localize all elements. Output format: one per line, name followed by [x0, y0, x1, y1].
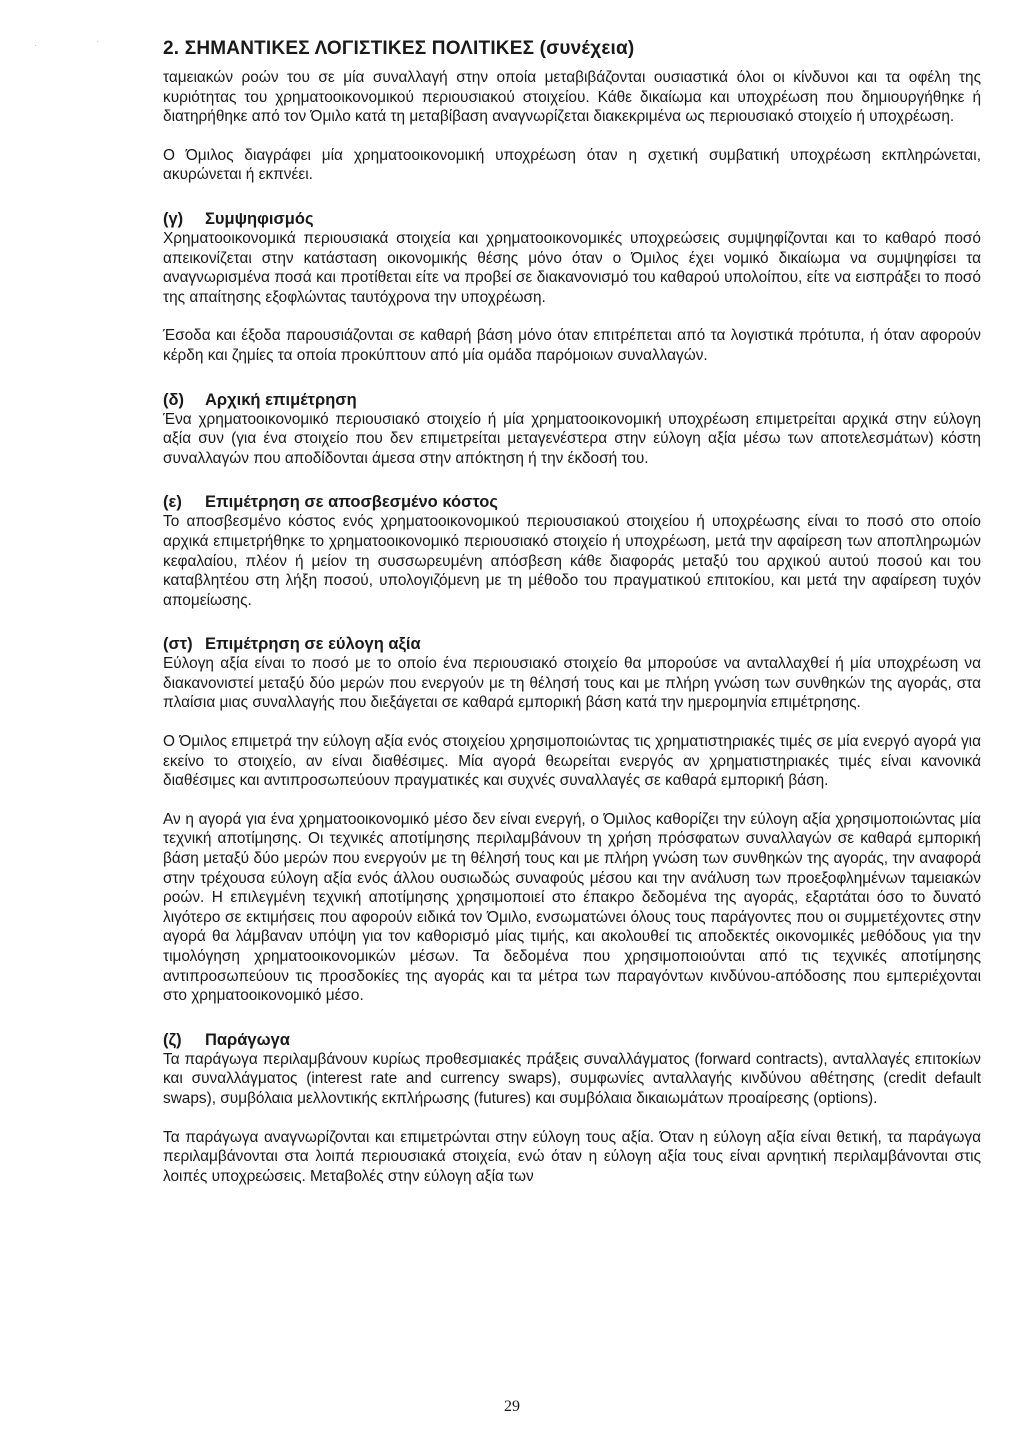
section-number: (ε)	[163, 493, 182, 512]
section-paragraph: Αν η αγορά για ένα χρηματοοικονομικό μέσο δεν είναι ενεργή, ο Όμιλος καθορίζει την εύλογη αξία χρησιμοποιώντας μία τεχνική αποτίμησης. Οι τεχνικές αποτίμησης περιλαμβάνουν τη χρήση πρόσφατων συναλλαγών σε καθαρά εμπορική βάση μεταξύ δύο μερών που ενεργούν με τη θέλησή τους και με πλήρη γνώση των συνθηκών της αγοράς, την αναφορά στην τρέχουσα εύλογη αξία ενός άλλου ουσιωδώς συναφούς μέσου και την ανάλυση των προεξοφλημένων ταμειακών ροών. Η επιλεγμένη τεχνική αποτίμησης χρησιμοποιεί στο έπακρο δεδομένα της αγοράς, εξαρτάται όσο το δυνατό λιγότερο σε εκτιμήσεις που αφορούν ειδικά τον Όμιλο, ενσωματώνει όλους τους παράγοντες που οι συμμετέχοντες στην αγορά θα λάμβαναν υπόψη για τον καθορισμό μίας τιμής, και ακολουθεί τις αποδεκτές οικονομικές μεθόδους για την τιμολόγηση χρηματοοικονομικών μέσων. Τα δεδομένα που χρησιμοποιούνται από τις τεχνικές αποτίμησης αντιπροσωπεύουν τις προσδοκίες της αγοράς και τα μέτρα των παραγόντων κινδύνου-απόδοσης που εμπεριέχονται στο χρηματοοικονομικό μέσο.	[163, 810, 981, 1005]
section-heading	[163, 492, 981, 512]
section-title: Παράγωγα	[205, 1030, 290, 1049]
page-number: 29	[504, 1398, 520, 1415]
section-paragraph: Χρηματοοικονομικά περιουσιακά στοιχεία και χρηματοοικονομικές υποχρεώσεις συμψηφίζονται και το καθαρό ποσό απεικονίζεται στην κατάσταση οικονομικής θέσης μόνο όταν ο Όμιλος έχει νομικό δικαίωμα να συμψηφίσει τα αναγνωρισμένα ποσά και προτίθεται είτε να προβεί σε διακανονισμό του καθαρού υπολοίπου, είτε να εισπράξει το ποσό της απαίτησης εξοφλώντας ταυτόχρονα την υποχρέωση.	[163, 229, 981, 306]
section-heading	[163, 390, 981, 410]
section-title: Συμψηφισμός	[205, 209, 314, 228]
document-body	[163, 68, 981, 1205]
section-paragraph: Τα παράγωγα αναγνωρίζονται και επιμετρώνται στην εύλογη τους αξία. Όταν η εύλογη αξία είναι θετική, τα παράγωγα περιλαμβάνονται στα λοιπά περιουσιακά στοιχεία, ενώ όταν η εύλογη αξία τους είναι αρνητική περιλαμβάνονται στις λοιπές υποχρεώσεις. Μεταβολές στην εύλογη αξία των	[163, 1128, 981, 1185]
section-number: (δ)	[163, 390, 184, 409]
intro-paragraph: ταμειακών ροών του σε μία συναλλαγή στην οποία μεταβιβάζονται ουσιαστικά όλοι οι κίνδυνοι και τα οφέλη της κυριότητας του χρηματοοικονομικού περιουσιακού στοιχείου. Κάθε δικαίωμα και υποχρέωση που δημιουργήθηκε ή διατηρήθηκε από τον Όμιλο κατά τη μεταβίβαση αναγνωρίζεται διακεκριμένα ως περιουσιακό στοιχείο ή υποχρέωση.	[163, 69, 981, 126]
section-title: Επιμέτρηση σε εύλογη αξία	[205, 635, 421, 654]
section-paragraph: Έσοδα και έξοδα παρουσιάζονται σε καθαρή βάση μόνο όταν επιτρέπεται από τα λογιστικά πρότυπα, ή όταν αφορούν κέρδη και ζημίες τα οποία προκύπτουν από μία ομάδα παρόμοιων συναλλαγών.	[163, 327, 981, 364]
scan-artifact: ·	[34, 40, 38, 51]
section-heading	[163, 209, 981, 229]
page-title: 2. ΣΗΜΑΝΤΙΚΕΣ ΛΟΓΙΣΤΙΚΕΣ ΠΟΛΙΤΙΚΕΣ (συνέχεια)	[163, 38, 635, 59]
intro-paragraph: Ο Όμιλος διαγράφει μία χρηματοοικονομική υποχρέωση όταν η σχετική συμβατική υποχρέωση εκπληρώνεται, ακυρώνεται ή εκπνέει.	[163, 146, 981, 184]
section-paragraph: Τα παράγωγα περιλαμβάνουν κυρίως προθεσμιακές πράξεις συναλλάγματος (forward contracts), ανταλλαγές επιτοκίων και συναλλάγματος (interest rate and currency swaps), συμφωνίες ανταλλαγής κινδύνου αθέτησης (credit default swaps), συμβόλαια μελλοντικής εκπλήρωσης (futures) και συμβόλαια δικαιωμάτων προαίρεσης (options).	[163, 1050, 981, 1107]
section-number: (στ)	[163, 635, 193, 654]
scan-artifact: ·	[96, 36, 100, 47]
section-paragraph: Εύλογη αξία είναι το ποσό με το οποίο ένα περιουσιακό στοιχείο θα μπορούσε να ανταλλαχθεί ή μία υποχρέωση να διακανονιστεί μεταξύ δύο μερών που ενεργούν με τη θέλησή τους και με πλήρη γνώση των συνθηκών της αγοράς, στα πλαίσια μιας συναλλαγής που διεξάγεται σε καθαρά εμπορική βάση κατά την ημερομηνία επιμέτρησης.	[163, 655, 981, 712]
section-title: Επιμέτρηση σε αποσβεσμένο κόστος	[205, 493, 498, 512]
section-heading	[163, 634, 981, 654]
section-heading	[163, 1030, 981, 1050]
section-number: (γ)	[163, 209, 184, 228]
section-number: (ζ)	[163, 1030, 182, 1049]
section-paragraph: Ο Όμιλος επιμετρά την εύλογη αξία ενός στοιχείου χρησιμοποιώντας τις χρηματιστηριακές τιμές σε μία ενεργό αγορά για εκείνο το στοιχείο, αν είναι διαθέσιμες. Μία αγορά θεωρείται ενεργός αν χρηματιστηριακές τιμές είναι κανονικά διαθέσιμες και αντιπροσωπεύουν πραγματικές και συχνές συναλλαγές σε καθαρά εμπορική βάση.	[163, 733, 981, 790]
section-paragraph: Ένα χρηματοοικονομικό περιουσιακό στοιχείο ή μία χρηματοοικονομική υποχρέωση επιμετρείται αρχικά στην εύλογη αξία συν (για ένα στοιχείο που δεν επιμετρείται μεταγενέστερα στην εύλογη αξία μέσω των αποτελεσμάτων) κόστη συναλλαγών που αποδίδονται άμεσα στην απόκτηση ή την έκδοσή του.	[163, 410, 981, 467]
section-paragraph: Το αποσβεσμένο κόστος ενός χρηματοοικονομικού περιουσιακού στοιχείου ή υποχρέωσης είναι το ποσό στο οποίο αρχικά επιμετρήθηκε το χρηματοοικονομικό περιουσιακό στοιχείο ή υποχρέωση, μετά την αφαίρεση των αποπληρωμών κεφαλαίου, πλέον ή μείον τη συσσωρευμένη απόσβεση κάθε διαφοράς μεταξύ του αρχικού αυτού ποσού και του καταβλητέου στη λήξη ποσού, υπολογιζόμενη με τη μέθοδο του πραγματικού επιτοκίου, και μετά την αφαίρεση τυχόν απομείωσης.	[163, 513, 981, 609]
section-title: Αρχική επιμέτρηση	[205, 390, 357, 409]
